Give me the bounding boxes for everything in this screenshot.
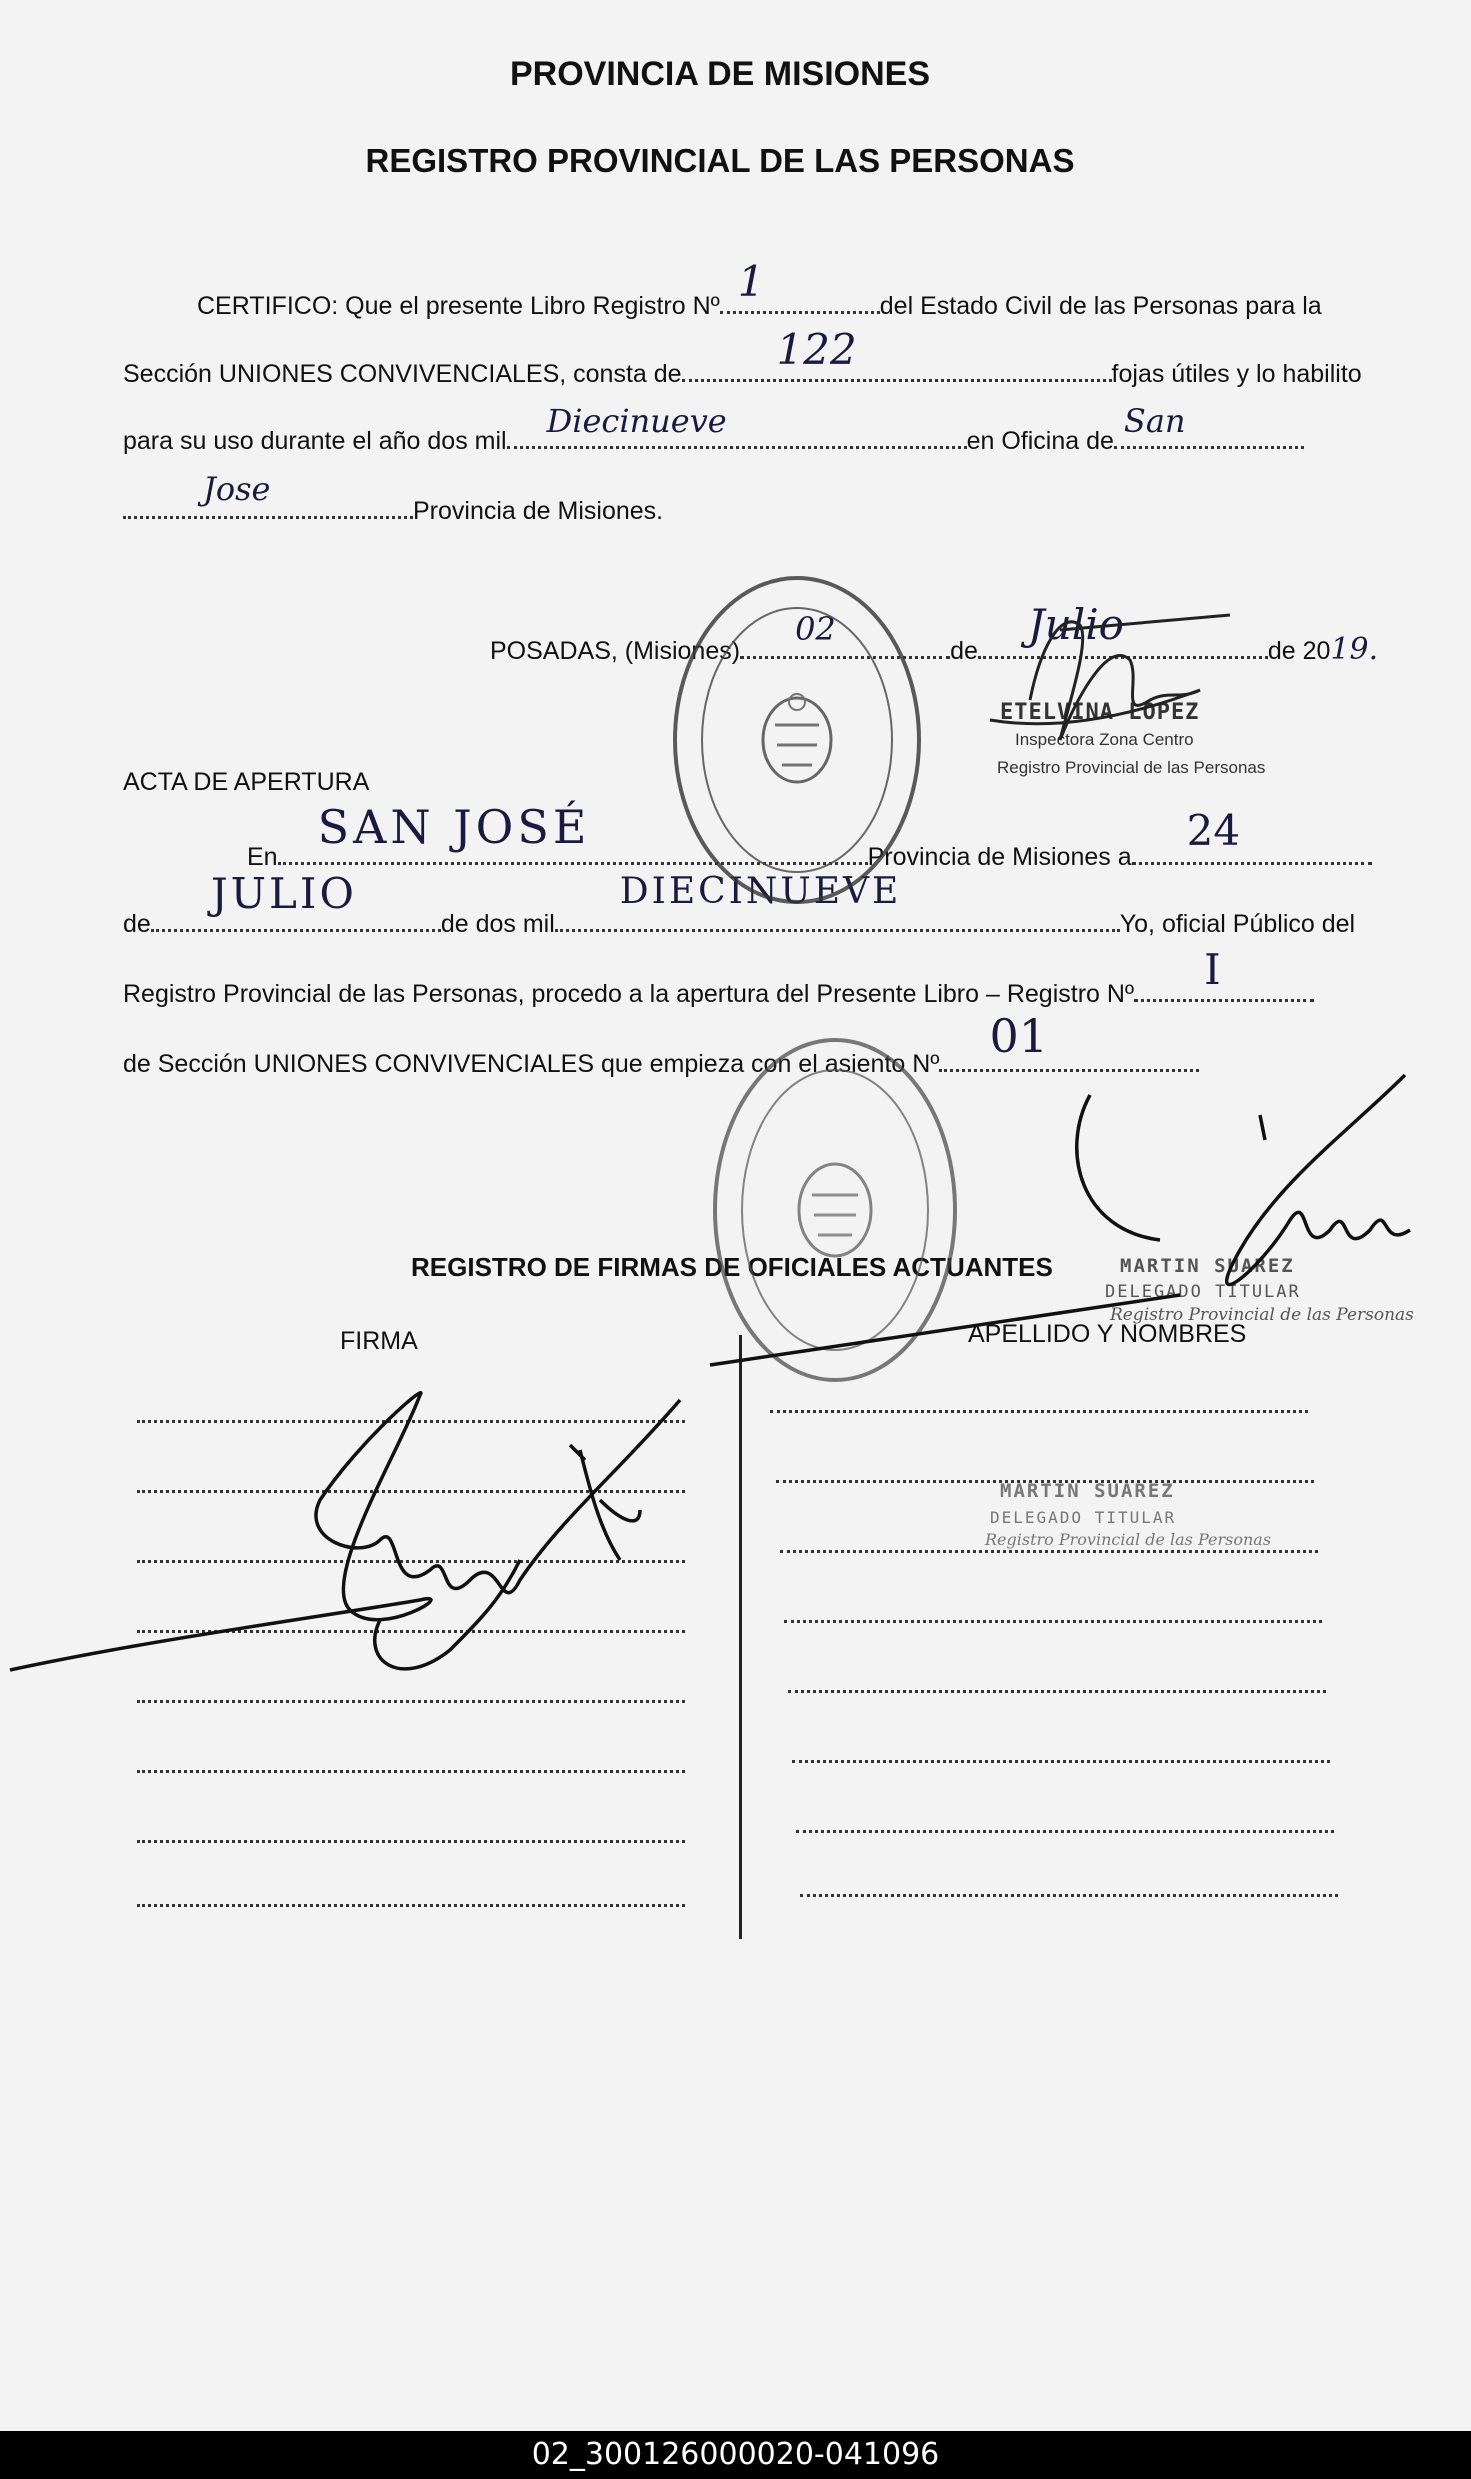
stamp-suarez-org: Registro Provincial de las Personas bbox=[1110, 1305, 1414, 1325]
firmas-heading: REGISTRO DE FIRMAS DE OFICIALES ACTUANTES bbox=[411, 1252, 1053, 1282]
handwritten-acta-day: 24 bbox=[1186, 806, 1241, 855]
handwritten-registro-num: I bbox=[1204, 945, 1221, 994]
handwritten-acta-year: DIECINUEVE bbox=[619, 871, 902, 912]
handwritten-office-cont: Jose bbox=[203, 470, 271, 508]
cert-text: Sección UNIONES CONVIVENCIALES, consta de bbox=[123, 360, 682, 388]
handwritten-day: 02 bbox=[795, 610, 836, 648]
stamp-lopez-org: Registro Provincial de las Personas bbox=[997, 758, 1266, 777]
handwritten-month: Julio bbox=[1027, 600, 1124, 649]
acta-text: Provincia de Misiones a bbox=[867, 843, 1132, 871]
col-firma-header: FIRMA bbox=[340, 1327, 418, 1355]
cert-text: CERTIFICO: Que el presente Libro Registro Nº bbox=[197, 292, 720, 320]
cert-text: Provincia de Misiones. bbox=[413, 497, 664, 525]
cert-text: del Estado Civil de las Personas para la bbox=[879, 292, 1322, 320]
handwritten-office: San bbox=[1123, 402, 1186, 440]
stamp-suarez-name: MARTIN SUAREZ bbox=[1120, 1255, 1295, 1277]
cert-text: en Oficina de bbox=[966, 427, 1114, 455]
stamp-suarez-name-2: MARTIN SUAREZ bbox=[1000, 1480, 1175, 1502]
stamp-suarez-role: DELEGADO TITULAR bbox=[1105, 1282, 1301, 1302]
signature-lopez bbox=[990, 615, 1230, 740]
handwritten-book-number: 1 bbox=[737, 257, 765, 306]
col-apellido-header: APELLIDO Y NOMBRES bbox=[968, 1320, 1247, 1348]
date-prefix: POSADAS, (Misiones) bbox=[490, 637, 741, 665]
scan-footer: 02_300126000020-041096 bbox=[0, 2431, 1471, 2479]
acta-text: de bbox=[123, 910, 151, 938]
handwritten-acta-month: JULIO bbox=[210, 869, 357, 918]
official-seal-top bbox=[675, 578, 919, 902]
cert-text: fojas útiles y lo habilito bbox=[1111, 360, 1362, 388]
signature-suarez-left bbox=[10, 1393, 680, 1670]
acta-heading: ACTA DE APERTURA bbox=[123, 768, 370, 796]
stamp-lopez-role: Inspectora Zona Centro bbox=[1015, 730, 1194, 749]
acta-text: de Sección UNIONES CONVIVENCIALES que empieza con el asiento Nº bbox=[123, 1050, 940, 1078]
handwritten-asiento: 01 bbox=[989, 1009, 1048, 1063]
stamp-suarez-org-2: Registro Provincial de las Personas bbox=[985, 1530, 1272, 1549]
acta-text: Yo, oficial Público del bbox=[1119, 910, 1356, 938]
handwritten-fojas: 122 bbox=[776, 325, 857, 374]
official-seal-bottom bbox=[715, 1040, 955, 1380]
acta-text: de dos mil bbox=[440, 910, 555, 938]
acta-text: En bbox=[247, 843, 278, 871]
stamp-suarez-role-2: DELEGADO TITULAR bbox=[990, 1508, 1177, 1527]
date-text: de 20 bbox=[1267, 637, 1331, 665]
signature-suarez-top bbox=[710, 1075, 1410, 1365]
stamp-lopez-name: ETELVINA LOPEZ bbox=[1000, 700, 1200, 725]
acta-text: Registro Provincial de las Personas, procedo a la apertura del Presente Libro – Registro Nº bbox=[123, 980, 1135, 1008]
handwritten-year-suffix: 19. bbox=[1330, 632, 1379, 667]
document-subtitle: REGISTRO PROVINCIAL DE LAS PERSONAS bbox=[365, 142, 1075, 179]
cert-text: para su uso durante el año dos mil bbox=[123, 427, 507, 455]
document-title: PROVINCIA DE MISIONES bbox=[509, 55, 931, 93]
handwritten-year: Diecinueve bbox=[546, 402, 727, 440]
date-text: de bbox=[950, 637, 978, 665]
handwritten-place: SAN JOSÉ bbox=[317, 800, 591, 854]
